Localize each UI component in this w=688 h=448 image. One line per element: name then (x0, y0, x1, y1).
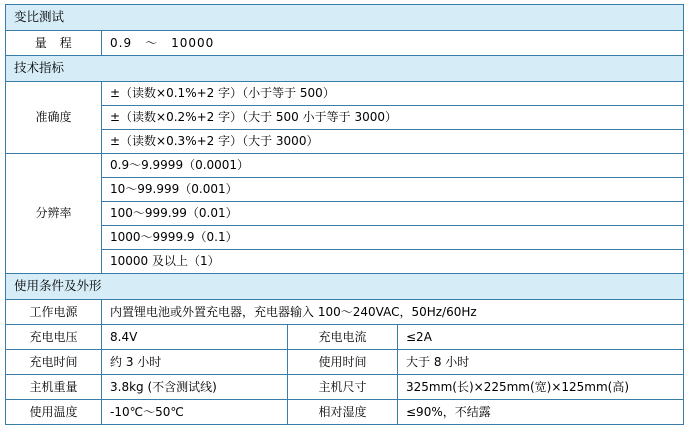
table-row-range (6, 30, 684, 55)
list-item: ±（读数×0.2%+2 字）（大于 500 小于等于 3000） (102, 105, 683, 129)
section-header-cell-technical (6, 55, 684, 81)
row-value-range: 0.9 ～ 10000 (102, 30, 684, 55)
list-item: ±（读数×0.1%+2 字）（小于等于 500） (102, 82, 683, 106)
row-label-charge-voltage: 充电电压 (6, 324, 102, 349)
section-header-cell (6, 5, 684, 31)
row-value-resolution (102, 153, 684, 273)
row-value-temperature: -10℃～50℃ (102, 399, 288, 424)
table-row-accuracy (6, 81, 684, 153)
row-label-usage-time: 使用时间 (288, 349, 398, 374)
row-value-accuracy (102, 81, 684, 153)
row-label-range: 量 程 (6, 30, 102, 55)
row-label-accuracy: 准确度 (6, 81, 102, 153)
list-item: 0.9～9.9999（0.0001） (102, 154, 683, 178)
row-value-usage-time: 大于 8 小时 (398, 349, 684, 374)
row-label-charge-current: 充电电流 (288, 324, 398, 349)
row-label-charge-time: 充电时间 (6, 349, 102, 374)
row-label-weight: 主机重量 (6, 374, 102, 399)
list-item: 10000 及以上（1） (110, 254, 220, 269)
row-value-weight: 3.8kg (不含测试线) (102, 374, 288, 399)
section-header-ratio-test (6, 5, 684, 31)
list-item: ±（读数×0.3%+2 字）（大于 3000） (110, 134, 319, 149)
accuracy-list (102, 82, 683, 153)
table-row-power-supply (6, 299, 684, 324)
table-row-temperature (6, 399, 684, 424)
table-row-charge-time (6, 349, 684, 374)
section-header-conditions (6, 273, 684, 299)
section-header-cell-conditions (6, 273, 684, 299)
row-label-resolution: 分辨率 (6, 153, 102, 273)
row-label-temperature: 使用温度 (6, 399, 102, 424)
row-value-charge-voltage: 8.4V (102, 324, 288, 349)
table-row-charge-voltage (6, 324, 684, 349)
list-item: 10～99.999（0.001） (102, 177, 683, 201)
row-value-power-supply: 内置锂电池或外置充电器，充电器输入 100～240VAC，50Hz/60Hz (102, 299, 684, 324)
section-title-technical-specs: 技术指标 (14, 59, 65, 75)
table-row-resolution (6, 153, 684, 273)
resolution-list (102, 154, 683, 273)
row-label-power-supply: 工作电源 (6, 299, 102, 324)
row-value-charge-time: 约 3 小时 (102, 349, 288, 374)
list-item: 100～999.99（0.01） (102, 201, 683, 225)
row-label-dimensions: 主机尺寸 (288, 374, 398, 399)
row-label-humidity: 相对湿度 (288, 399, 398, 424)
row-value-dimensions: 325mm(长)×225mm(宽)×125mm(高) (398, 374, 684, 399)
list-item: 1000～9999.9（0.1） (102, 225, 683, 249)
section-header-technical-specs (6, 55, 684, 81)
section-title-ratio-test: 变比测试 (14, 9, 65, 24)
table-row-weight (6, 374, 684, 399)
section-title-conditions: 使用条件及外形 (14, 277, 102, 293)
specification-table (5, 4, 684, 425)
row-value-humidity: ≤90%，不结露 (398, 399, 684, 424)
row-value-charge-current: ≤2A (398, 324, 684, 349)
